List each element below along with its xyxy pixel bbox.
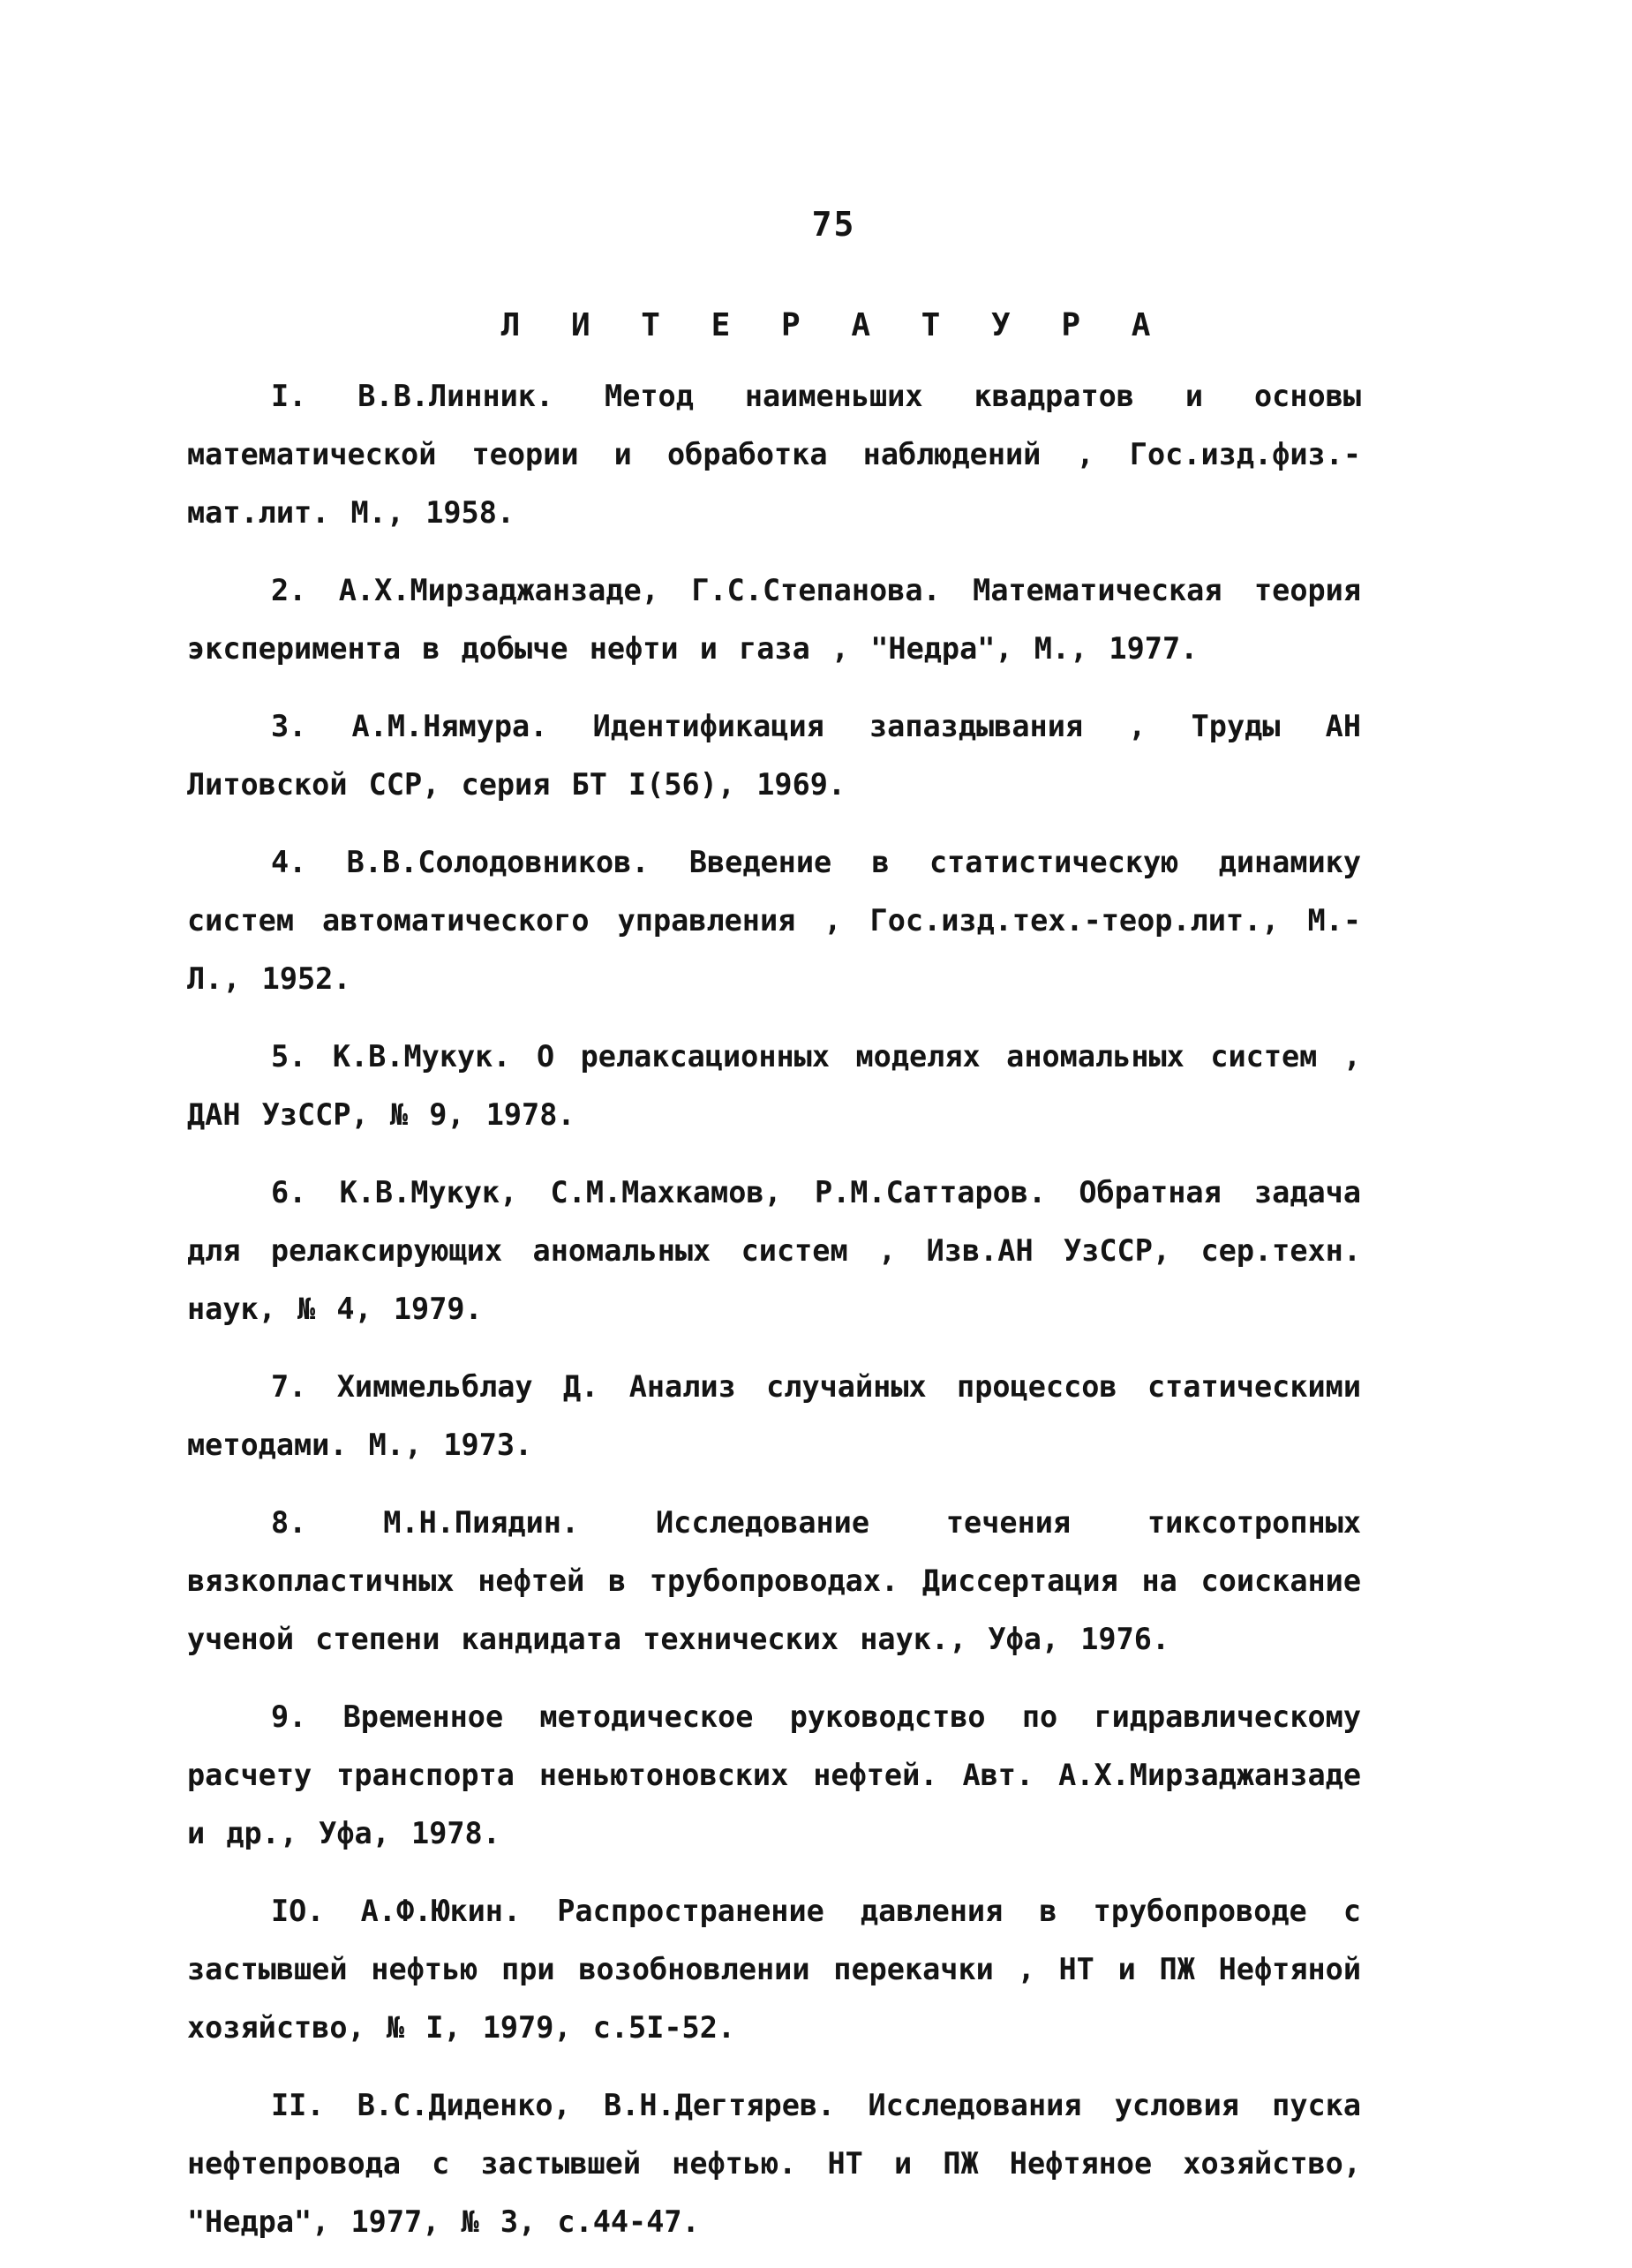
reference-item: 9. Временное методическое руководство по гидравлическому расчету транспорта неньютоновских нефтей. Авт. А.Х.Мирзаджанзаде и др., Уфа, 1978.	[187, 1699, 1361, 1850]
reference-item: 3. А.М.Нямура. Идентификация запаздывания , Труды АН Литовской ССР, серия БТ I(56), 1969.	[187, 709, 1361, 802]
reference-item: IO. А.Ф.Юкин. Распространение давления в трубопроводе с застывшей нефтью при возобновлении перекачки , НТ и ПЖ Нефтяной хозяйство, № I, 1979, с.5I-52.	[187, 1894, 1361, 2045]
reference-item: II. В.С.Диденко, В.Н.Дегтярев. Исследования условия пуска нефтепровода с застывшей нефтью. НТ и ПЖ Нефтяное хозяйство, "Недра", 1977, № 3, с.44-47.	[187, 2088, 1361, 2239]
page-number: 75	[811, 205, 856, 244]
reference-item: 4. В.В.Солодовников. Введение в статистическую динамику систем автоматического управления , Гос.изд.тех.-теор.лит., М.-Л., 1952.	[187, 845, 1361, 996]
reference-item: 8. М.Н.Пиядин. Исследование течения тиксотропных вязкопластичных нефтей в трубопроводах. Диссертация на соискание ученой степени кандидата технических наук., Уфа, 1976.	[187, 1505, 1361, 1656]
reference-item: 5. К.В.Мукук. О релаксационных моделях аномальных систем , ДАН УзССР, № 9, 1978.	[187, 1039, 1361, 1132]
reference-list	[187, 367, 1361, 2251]
reference-item: I. В.В.Линник. Метод наименьших квадратов и основы математической теории и обработка наблюдений , Гос.изд.физ.-мат.лит. М., 1958.	[187, 379, 1361, 530]
reference-item: 2. А.Х.Мирзаджанзаде, Г.С.Степанова. Математическая теория эксперимента в добыче нефти и газа , "Недра", М., 1977.	[187, 573, 1361, 666]
reference-item: 7. Химмельблау Д. Анализ случайных процессов статическими методами. М., 1973.	[187, 1369, 1361, 1462]
page-title: Л И Т Е Р А Т У Р А	[500, 307, 1167, 343]
reference-item: 6. К.В.Мукук, С.М.Махкамов, Р.М.Саттаров. Обратная задача для релаксирующих аномальных систем , Изв.АН УзССР, сер.техн. наук, № 4, 1979.	[187, 1175, 1361, 1326]
